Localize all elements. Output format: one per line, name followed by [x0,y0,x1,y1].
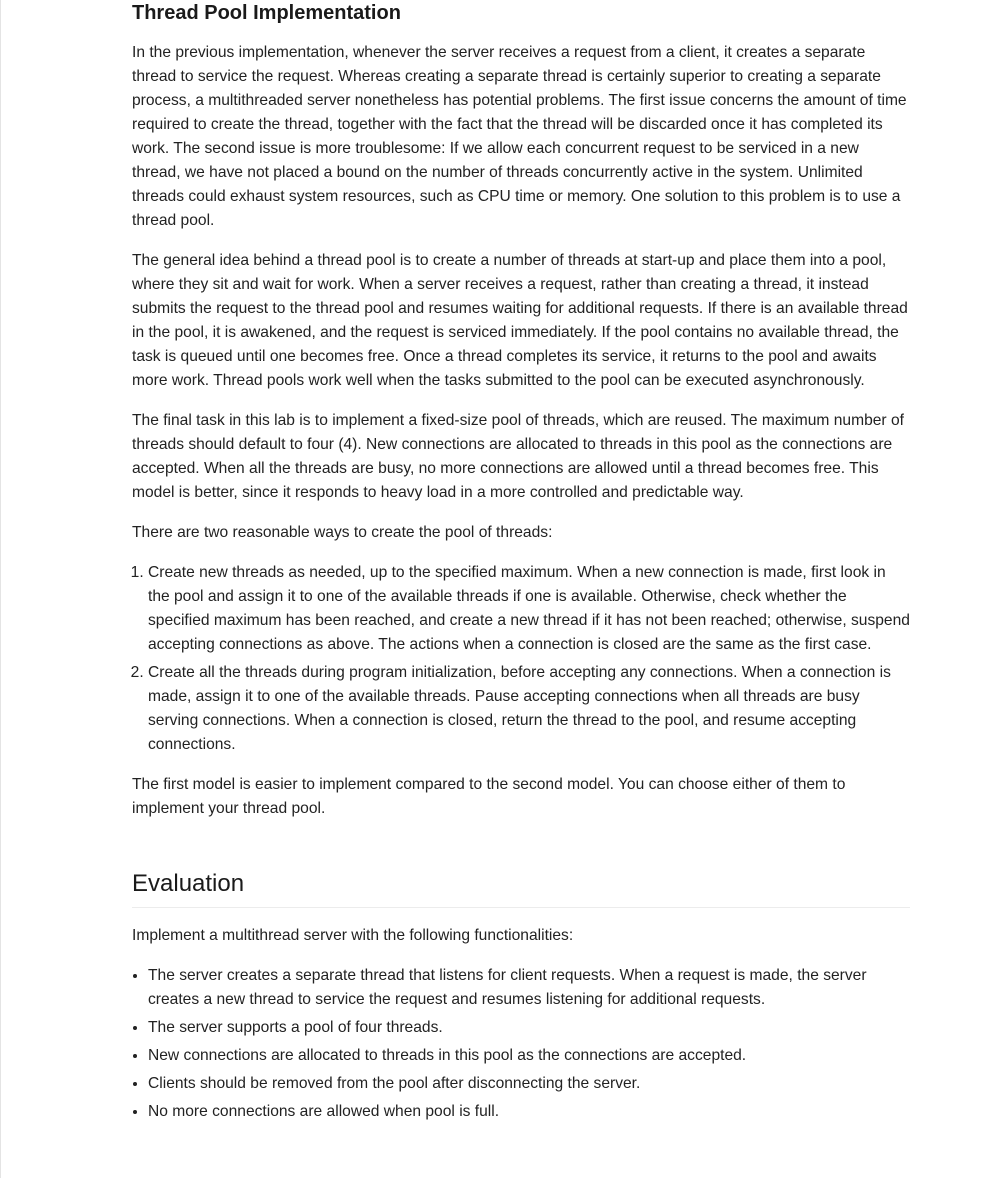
section-title-thread-pool: Thread Pool Implementation [132,2,401,24]
evaluation-list [132,964,910,1124]
list-item: • New connections are allocated to threads in this pool as the connections are accepted. [148,1044,910,1068]
paragraph-final-task: The final task in this lab is to implement a fixed-size pool of threads, which are reused. The maximum number of threads should default to four (4). New connections are allocated to threads in this pool as the connections are accepted. When all the threads are busy, no more connections are allowed until a thread becomes free. This model is better, since it responds to heavy load in a more controlled and predictable way. [132,412,904,501]
ways-list [132,561,910,757]
paragraph-two-ways: There are two reasonable ways to create the pool of threads: [132,524,553,541]
list-item: 1. Create new threads as needed, up to the specified maximum. When a new connection is made, first look in the pool and assign it to one of the available threads if one is available. Otherwise, check whether the specified maximum has been reached, and create a new thread if it has not been reached; otherwise, suspend accepting connections as above. The actions when a connection is closed are the same as the first case. [148,561,910,657]
paragraph-evaluation-intro: Implement a multithread server with the following functionalities: [132,927,574,944]
list-item: • No more connections are allowed when pool is full. [148,1100,910,1124]
list-item: 2. Create all the threads during program initialization, before accepting any connections. When a connection is made, assign it to one of the available threads. Pause accepting connections when all threads are busy serving connections. When a connection is closed, return the thread to the pool, and resume accepting connections. [148,661,910,757]
paragraph-closing: The first model is easier to implement compared to the second model. You can choose either of them to implement your thread pool. [132,776,846,817]
list-item: • Clients should be removed from the pool after disconnecting the server. [148,1072,910,1096]
list-item: • The server supports a pool of four threads. [148,1016,910,1040]
paragraph-general-idea: The general idea behind a thread pool is to create a number of threads at start-up and place them into a pool, where they sit and wait for work. When a server receives a request, rather than creating a thread, it instead submits the request to the thread pool and resumes waiting for additional requests. If there is an available thread in the pool, it is awakened, and the request is serviced immediately. If the pool contains no available thread, the task is queued until one becomes free. Once a thread completes its service, it returns to the pool and awaits more work. Thread pools work well when the tasks submitted to the pool can be executed asynchronously. [132,252,908,389]
article-content [132,0,910,1128]
list-item: • The server creates a separate thread that listens for client requests. When a request is made, the server creates a new thread to service the request and resumes listening for additional requests. [148,964,910,1012]
section-title-evaluation: Evaluation [132,869,910,908]
paragraph-intro: In the previous implementation, whenever the server receives a request from a client, it creates a separate thread to service the request. Whereas creating a separate thread is certainly superior to creating a separate process, a multithreaded server nonetheless has potential problems. The first issue concerns the amount of time required to create the thread, together with the fact that the thread will be discarded once it has completed its work. The second issue is more troublesome: If we allow each concurrent request to be serviced in a new thread, we have not placed a bound on the number of threads concurrently active in the system. Unlimited threads could exhaust system resources, such as CPU time or memory. One solution to this problem is to use a thread pool. [132,44,907,229]
